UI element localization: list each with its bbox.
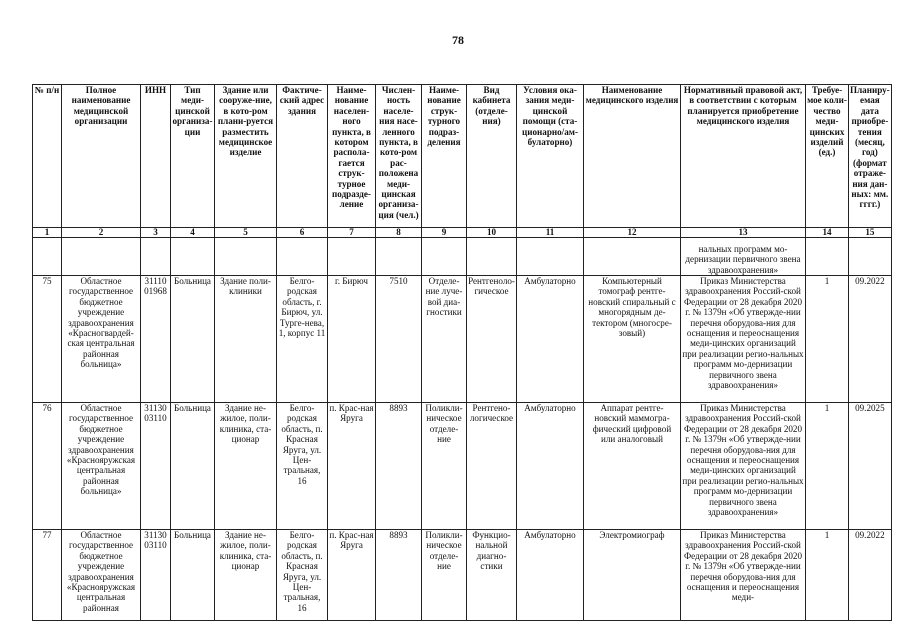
- column-number: 11: [517, 228, 584, 238]
- column-number: 6: [277, 228, 328, 238]
- col-header: Числен-ность населе-ния насе-ленного пункта, в кото-ром рас-положена меди-цинская организа-ция (чел.): [376, 85, 422, 228]
- device: Аппарат рентге-новский маммогра-фический цифровой или аналоговый: [584, 403, 681, 530]
- continuation-text: нальных программ мо-дернизации первичного звена здравоохранения»: [681, 238, 806, 276]
- equipment-table: [32, 84, 892, 621]
- col-header: Требуе-мое коли-чество меди-цинских изделий (ед.): [806, 85, 849, 228]
- header-row: [33, 85, 892, 228]
- address: Белго-родская область, п. Красная Яруга, ул. Цен-тральная, 16: [277, 403, 328, 530]
- org-name: Областное государственное бюджетное учреждение здравоохранения «Краснояружская центральная районная больница»: [62, 403, 141, 530]
- col-header: Тип меди-цинской организа-ции: [171, 85, 215, 228]
- legal-act: Приказ Министерства здравоохранения Россий-ской Федерации от 28 декабря 2020 г. № 1379н «Об утвержде-нии перечня оборудова-ния для оснащения и переоснащения меди-цинских организаций при реализации регио-нальных программ мо-дернизации первичного звена здравоохранения»: [681, 276, 806, 403]
- row-number: 77: [33, 530, 62, 621]
- column-number: 3: [141, 228, 171, 238]
- quantity: 1: [806, 530, 849, 621]
- locality: г. Бирюч: [328, 276, 376, 403]
- col-header: Наиме-нование населен-ного пункта, в котором распола-гается струк-турное подразде-ление: [328, 85, 376, 228]
- table-row: [33, 403, 892, 530]
- division: Поликли-ническое отделе-ние: [422, 403, 467, 530]
- quantity: 1: [806, 276, 849, 403]
- row-number: 76: [33, 403, 62, 530]
- org-name: Областное государственное бюджетное учреждение здравоохранения «Красногвардей-ская центральная районная больница»: [62, 276, 141, 403]
- col-header: Условия ока-зания меди-цинской помощи (ста-ционарно/ам-булаторно): [517, 85, 584, 228]
- col-header: Планиру-емая дата приобре-тения (месяц, год) (формат отраже-ния дан-ных: мм. гггг.): [849, 85, 892, 228]
- page-number: 78: [452, 33, 464, 47]
- conditions: Амбулаторно: [517, 403, 584, 530]
- column-number: 10: [467, 228, 517, 238]
- org-name: Областное государственное бюджетное учреждение здравоохранения «Краснояружская центральная районная: [62, 530, 141, 621]
- legal-act: Приказ Министерства здравоохранения Россий-ской Федерации от 28 декабря 2020 г. № 1379н «Об утвержде-нии перечня оборудова-ния для оснащения и переоснащения меди-цинских организаций при реализации регио-нальных программ мо-дернизации первичного звена здравоохранения»: [681, 403, 806, 530]
- population: 7510: [376, 276, 422, 403]
- row-number: 75: [33, 276, 62, 403]
- inn: 31130 03110: [141, 530, 171, 621]
- planned-date: 09.2022: [849, 276, 892, 403]
- population: 8893: [376, 530, 422, 621]
- continuation-row: [33, 238, 892, 276]
- column-number: 14: [806, 228, 849, 238]
- column-number: 1: [33, 228, 62, 238]
- col-header: Наиме-нование струк-турного подраз-деления: [422, 85, 467, 228]
- address: Белго-родская область, г. Бирюч, ул. Турге-нева, 1, корпус 11: [277, 276, 328, 403]
- device: Компьютерный томограф рентге-новский спиральный с многорядным де-тектором (многосре-зовый): [584, 276, 681, 403]
- building: Здание не-жилое, поли-клиника, ста-ционар: [215, 403, 277, 530]
- locality: п. Крас-ная Яруга: [328, 530, 376, 621]
- col-header: Наименование медицинского изделия: [584, 85, 681, 228]
- col-header: Фактиче-ский адрес здания: [277, 85, 328, 228]
- building: Здание не-жилое, поли-клиника, ста-ционар: [215, 530, 277, 621]
- planned-date: 09.2025: [849, 403, 892, 530]
- org-type: Больница: [171, 276, 215, 403]
- building: Здание поли-клиники: [215, 276, 277, 403]
- cabinet: Рентгеноло-гическое: [467, 276, 517, 403]
- col-header: Вид кабинета (отделе-ния): [467, 85, 517, 228]
- column-number: 4: [171, 228, 215, 238]
- device: Электромиограф: [584, 530, 681, 621]
- cabinet: Функцио-нальной диагно-стики: [467, 530, 517, 621]
- cabinet: Рентгено-логическое: [467, 403, 517, 530]
- column-number: 15: [849, 228, 892, 238]
- conditions: Амбулаторно: [517, 276, 584, 403]
- column-number: 8: [376, 228, 422, 238]
- division: Поликли-ническое отделе-ние: [422, 530, 467, 621]
- locality: п. Крас-ная Яруга: [328, 403, 376, 530]
- inn: 31130 03110: [141, 403, 171, 530]
- org-type: Больница: [171, 403, 215, 530]
- planned-date: 09.2022: [849, 530, 892, 621]
- col-header: Здание или сооруже-ние, в кото-ром плани-руется разместить медицинское изделие: [215, 85, 277, 228]
- col-header: № п/н: [33, 85, 62, 228]
- table-row: [33, 276, 892, 403]
- col-header: Полное наименование медицинской организации: [62, 85, 141, 228]
- column-number-row: [33, 228, 892, 238]
- population: 8893: [376, 403, 422, 530]
- table-row: [33, 530, 892, 621]
- inn: 31110 01968: [141, 276, 171, 403]
- column-number: 5: [215, 228, 277, 238]
- column-number: 13: [681, 228, 806, 238]
- quantity: 1: [806, 403, 849, 530]
- col-header: Нормативный правовой акт, в соответствии с которым планируется приобретение медицинского изделия: [681, 85, 806, 228]
- address: Белго-родская область, п. Красная Яруга, ул. Цен-тральная, 16: [277, 530, 328, 621]
- conditions: Амбулаторно: [517, 530, 584, 621]
- division: Отделе-ние луче-вой диа-гностики: [422, 276, 467, 403]
- column-number: 12: [584, 228, 681, 238]
- column-number: 2: [62, 228, 141, 238]
- legal-act: Приказ Министерства здравоохранения Россий-ской Федерации от 28 декабря 2020 г. № 1379н «Об утвержде-нии перечня оборудова-ния для оснащения и переоснащения меди-: [681, 530, 806, 621]
- column-number: 9: [422, 228, 467, 238]
- column-number: 7: [328, 228, 376, 238]
- org-type: Больница: [171, 530, 215, 621]
- col-header: ИНН: [141, 85, 171, 228]
